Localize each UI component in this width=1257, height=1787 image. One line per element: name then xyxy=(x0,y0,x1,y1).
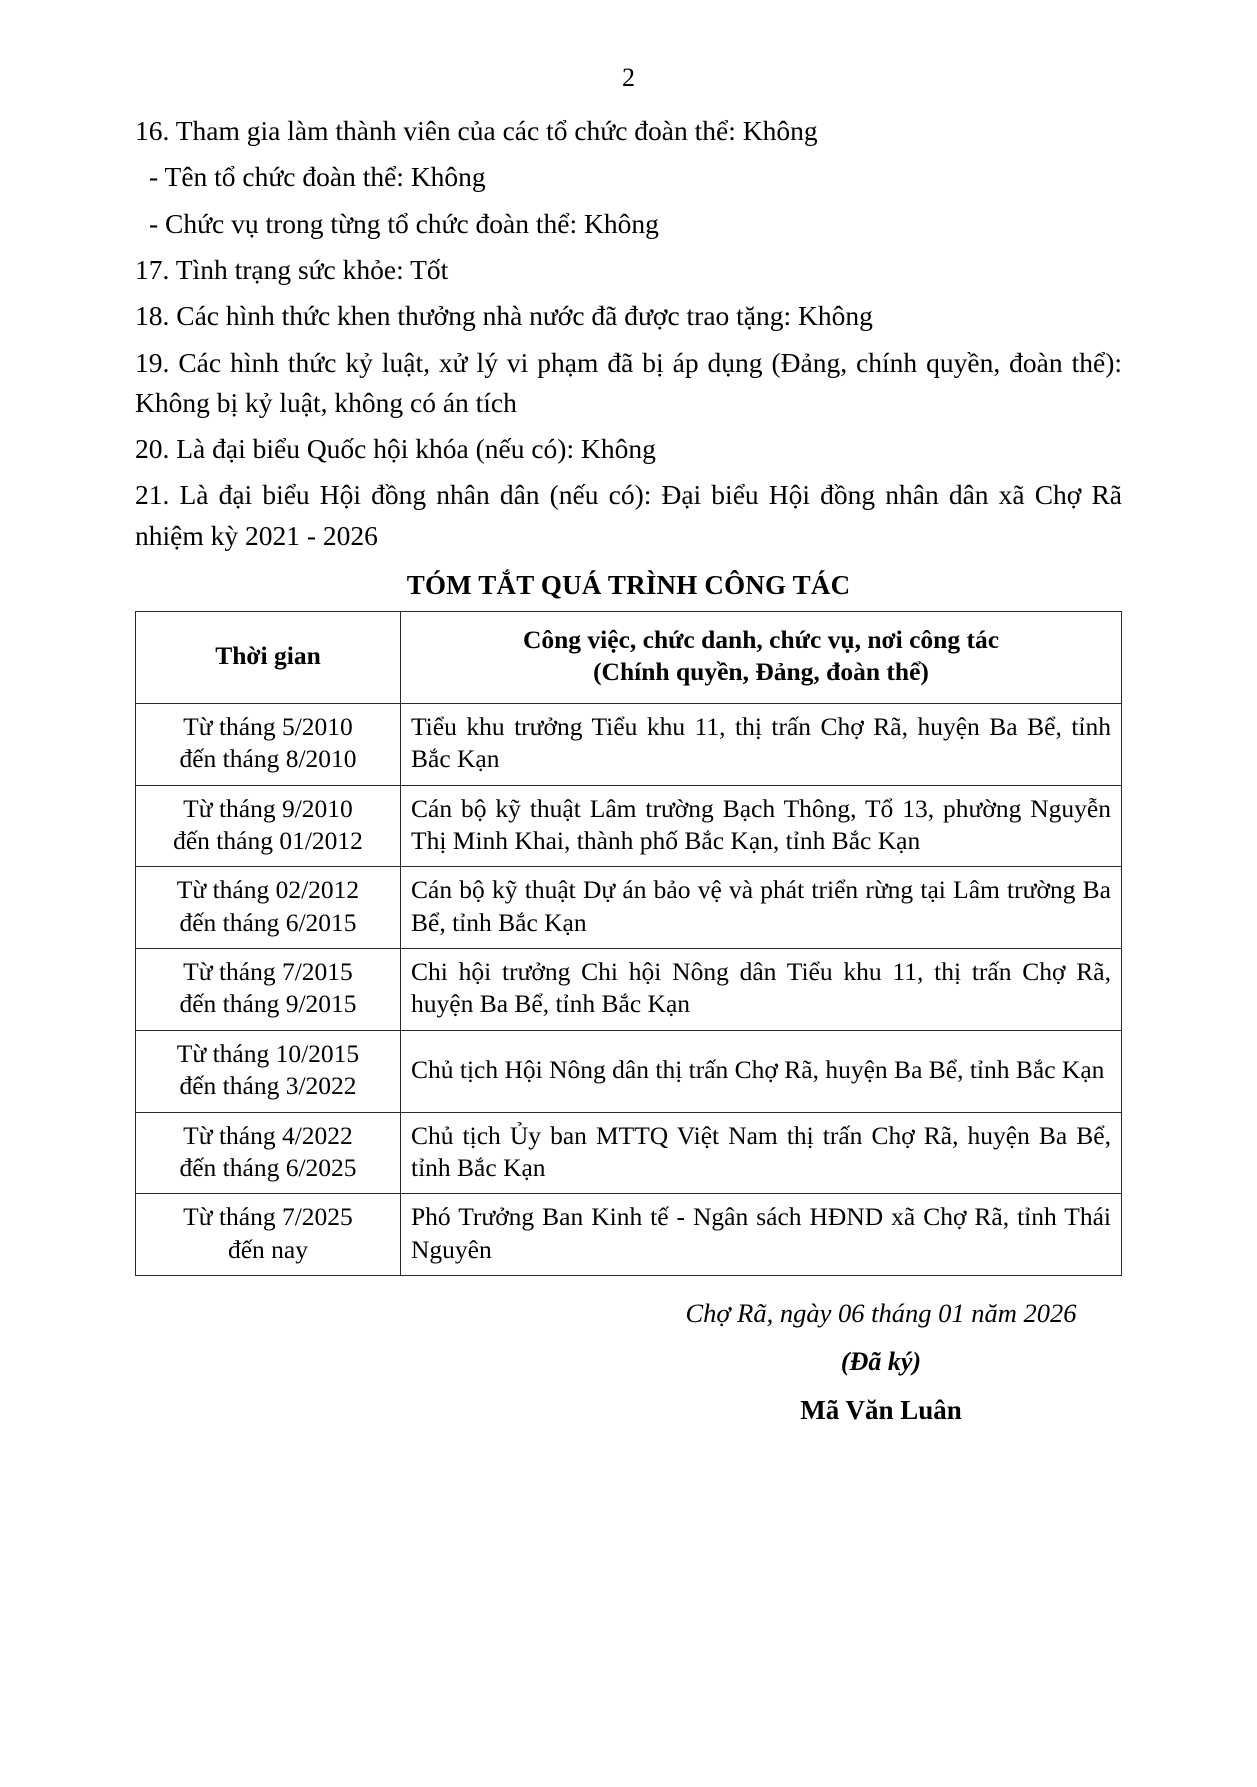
signature-block xyxy=(646,1298,1116,1426)
cell-time xyxy=(136,1030,401,1112)
signature-name: Mã Văn Luân xyxy=(800,1395,962,1425)
paragraph-16-sub-2: - Chức vụ trong từng tổ chức đoàn thể: Không xyxy=(149,207,659,239)
cell-job: Cán bộ kỹ thuật Dự án bảo vệ và phát triển rừng tại Lâm trường Ba Bể, tỉnh Bắc Kạn xyxy=(401,867,1122,949)
cell-time xyxy=(136,1112,401,1194)
column-header-job xyxy=(401,612,1122,704)
time-to: đến tháng 6/2025 xyxy=(179,1152,357,1182)
cell-job: Phó Trưởng Ban Kinh tế - Ngân sách HĐND xã Chợ Rã, tỉnh Thái Nguyên xyxy=(401,1194,1122,1276)
cell-job: Chủ tịch Hội Nông dân thị trấn Chợ Rã, huyện Ba Bể, tỉnh Bắc Kạn xyxy=(401,1030,1122,1112)
table-row xyxy=(136,1194,1122,1276)
table-row xyxy=(136,1112,1122,1194)
cell-time xyxy=(136,703,401,785)
cell-job: Chủ tịch Ủy ban MTTQ Việt Nam thị trấn Chợ Rã, huyện Ba Bể, tỉnh Bắc Kạn xyxy=(401,1112,1122,1194)
signature-place-date: Chợ Rã, ngày 06 tháng 01 năm 2026 xyxy=(685,1298,1077,1328)
cell-time xyxy=(136,1194,401,1276)
time-to: đến tháng 8/2010 xyxy=(179,744,357,774)
career-table-title: TÓM TẮT QUÁ TRÌNH CÔNG TÁC xyxy=(406,570,851,600)
time-from: Từ tháng 02/2012 xyxy=(176,875,360,905)
table-row xyxy=(136,867,1122,949)
column-header-time: Thời gian xyxy=(136,612,401,704)
cell-job: Cán bộ kỹ thuật Lâm trường Bạch Thông, Tổ 13, phường Nguyễn Thị Minh Khai, thành phố Bắc Kạn, tỉnh Bắc Kạn xyxy=(401,785,1122,867)
paragraph-16-sub-1: - Tên tổ chức đoàn thể: Không xyxy=(149,161,486,193)
paragraph-20: 20. Là đại biểu Quốc hội khóa (nếu có): Không xyxy=(135,433,656,465)
time-from: Từ tháng 10/2015 xyxy=(176,1038,360,1068)
cell-time xyxy=(136,785,401,867)
paragraph-19: 19. Các hình thức kỷ luật, xử lý vi phạm đã bị áp dụng (Đảng, chính quyền, đoàn thể): Không bị kỷ luật, không có án tích xyxy=(135,346,1122,418)
cell-time xyxy=(136,867,401,949)
cell-job: Tiểu khu trưởng Tiểu khu 11, thị trấn Chợ Rã, huyện Ba Bể, tỉnh Bắc Kạn xyxy=(401,703,1122,785)
time-from: Từ tháng 4/2022 xyxy=(183,1120,353,1150)
table-row xyxy=(136,703,1122,785)
time-to: đến tháng 6/2015 xyxy=(179,907,357,937)
paragraph-21: 21. Là đại biểu Hội đồng nhân dân (nếu có): Đại biểu Hội đồng nhân dân xã Chợ Rã nhiệm kỳ 2021 - 2026 xyxy=(135,479,1122,551)
time-from: Từ tháng 5/2010 xyxy=(183,711,353,741)
column-header-job-line2: (Chính quyền, Đảng, đoàn thể) xyxy=(593,657,929,687)
paragraph-16: 16. Tham gia làm thành viên của các tổ chức đoàn thể: Không xyxy=(135,115,818,147)
column-header-job-line1: Công việc, chức danh, chức vụ, nơi công tác xyxy=(522,625,1000,654)
table-row xyxy=(136,785,1122,867)
cell-job: Chi hội trưởng Chi hội Nông dân Tiểu khu 11, thị trấn Chợ Rã, huyện Ba Bể, tỉnh Bắc Kạn xyxy=(401,949,1122,1031)
time-to: đến nay xyxy=(227,1234,308,1264)
time-from: Từ tháng 7/2015 xyxy=(183,957,353,986)
signature-signed-note: (Đã ký) xyxy=(840,1347,922,1376)
time-to: đến tháng 01/2012 xyxy=(173,825,363,855)
paragraph-17: 17. Tình trạng sức khỏe: Tốt xyxy=(135,254,449,286)
paragraph-18: 18. Các hình thức khen thưởng nhà nước đã được trao tặng: Không xyxy=(135,300,873,332)
table-row xyxy=(136,1030,1122,1112)
career-summary-table xyxy=(135,611,1122,1276)
table-row xyxy=(136,949,1122,1031)
time-from: Từ tháng 9/2010 xyxy=(183,793,353,823)
cell-time xyxy=(136,949,401,1031)
time-to: đến tháng 9/2015 xyxy=(179,989,357,1019)
body-paragraphs xyxy=(135,111,1122,556)
page-number: 2 xyxy=(622,63,635,92)
time-to: đến tháng 3/2022 xyxy=(179,1071,357,1101)
time-from: Từ tháng 7/2025 xyxy=(183,1202,353,1232)
table-header-row xyxy=(136,612,1122,704)
